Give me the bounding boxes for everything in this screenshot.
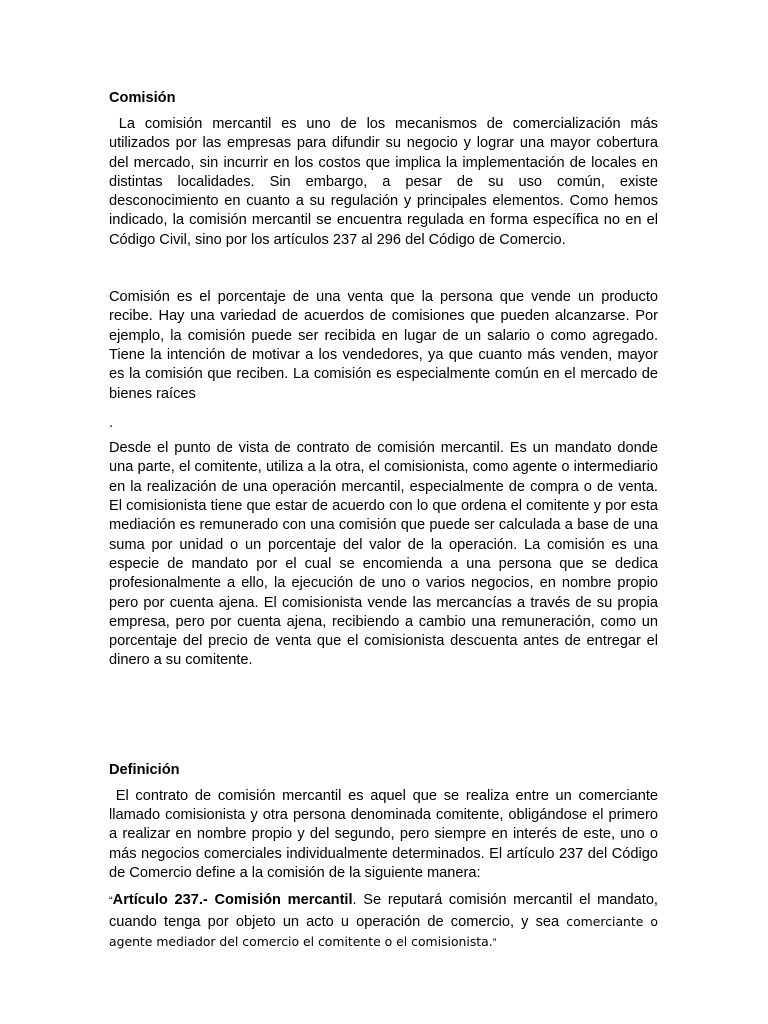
article-title: Artículo 237.- Comisión mercantil (112, 892, 353, 909)
section-heading-comision: Comisión (109, 90, 176, 106)
quote-close-mark: ” (492, 936, 497, 949)
paragraph-contrato-comision: Desde el punto de vista de contrato de comisión mercantil. Es un mandato donde una parte, el comitente, utiliza a la otra, el comisionista, como agente o intermediario en la realización de una operación mercantil, especialmente de compra o de venta. El comisionista tiene que estar de acuerdo con lo que ordena el comitente y por esta mediación es remunerado con una comisión que puede ser calculada a base de una suma por unidad o un porcentaje del valor de la operación. La comisión es una especie de mandato por el cual se encomienda a una persona que se dedica profesionalmente a ello, la ejecución de uno o varios negocios, en nombre propio pero por cuenta ajena. El comisionista vende las mercancías a través de su propia empresa, pero por cuenta ajena, recibiendo a cambio una remuneración, como un porcentaje del precio de venta que el comisionista descuenta antes de entregar el dinero a su comitente. (109, 440, 658, 669)
paragraph-comision-mercantil: La comisión mercantil es uno de los mecanismos de comercialización más utilizados por las empresas para difundir su negocio y lograr una mayor cobertura del mercado, sin incurrir en los costos que implica la implementación de locales en distintas localidades. Sin embargo, a pesar de su uso común, existe desconocimiento en cuanto a su regulación y principales elementos. Como hemos indicado, la comisión mercantil se encuentra regulada en forma específica no en el Código Civil, sino por los artículos 237 al 296 del Código de Comercio. (109, 116, 663, 248)
stray-period: . (109, 414, 114, 431)
quote-body: . Se reputará comisión mercantil el mandato, cuando tenga por objeto un acto u operación de comercio, y sea (109, 892, 658, 930)
quote-articulo-237 (109, 891, 658, 953)
quote-open-mark: “ (109, 895, 113, 908)
document-page (109, 84, 663, 953)
paragraph-porcentaje-venta: Comisión es el porcentaje de una venta que la persona que vende un producto recibe. Hay una variedad de acuerdos de comisiones que pueden alcanzarse. Por ejemplo, la comisión puede ser recibida en lugar de un salario o como agregado. Tiene la intención de motivar a los vendedores, ya que cuanto más venden, mayor es la comisión que reciben. La comisión es especialmente común en el mercado de bienes raíces (109, 289, 658, 402)
paragraph-definicion: El contrato de comisión mercantil es aquel que se realiza entre un comerciante llamado comisionista y otra persona denominada comitente, obligándose el primero a realizar en nombre propio y del segundo, pero siempre en interés de este, uno o más negocios comerciales individualmente determinados. El artículo 237 del Código de Comercio define a la comisión de la siguiente manera: (109, 787, 663, 881)
quote-tail: comerciante o agente mediador del comercio el comitente o el comisionista. (109, 913, 658, 949)
section-heading-definicion: Definición (109, 761, 180, 778)
